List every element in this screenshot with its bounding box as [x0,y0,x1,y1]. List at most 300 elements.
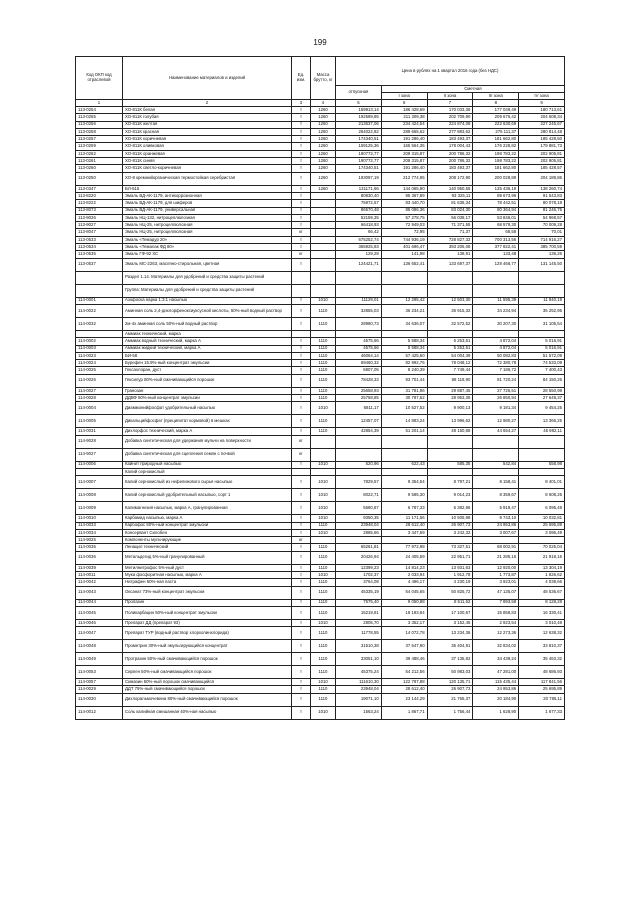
cell-zone-3-price: 7 893,58 [473,599,519,606]
cell-wholesale-price: 4575,66 [336,338,382,345]
cell-name: Эмаль МС-2263, масляно-стирольная, цветная [123,258,292,271]
col-number: 4 [311,100,336,107]
cell-unit: т [292,345,311,352]
cell-wholesale-price [336,284,382,297]
cell-wholesale-price [336,448,382,461]
cell-wholesale-price: 9350,35 [336,515,382,522]
cell-code: 113-0259 [76,143,123,150]
cell-unit: т [292,121,311,128]
cell-zone-1-price: 51 201,14 [381,428,427,435]
cell-zone-3-price: 20 184,90 [473,693,519,706]
cell-zone-1-price: 2 033,94 [381,571,427,578]
cell-zone-3-price: 4 872,04 [473,345,519,352]
cell-name: Эмаль «Темалак ФД 80» [123,244,292,251]
cell-zone-2-price: 26 907,73 [427,686,473,693]
cell-zone-2-price: 170 033,36 [427,107,473,114]
table-row [76,352,565,359]
cell-zone-2-price: 224 874,08 [427,121,473,128]
cell-zone-2-price: 22 951,71 [427,551,473,564]
cell-code: 114-0010 [76,515,123,522]
cell-zone-2-price: 5 253,51 [427,345,473,352]
cell-code: 114-0030 [76,693,123,706]
table-row [76,150,565,157]
cell-unit: т [292,627,311,640]
cell-zone-2-price: 6 382,96 [427,502,473,515]
cell-unit: т [292,143,311,150]
cell-name: Дикальцийфосфат (преципитат кормовой) в мешках [123,415,292,428]
cell-zone-3-price: 133,48 [473,251,519,258]
table-row [76,476,565,489]
cell-zone-4-price: 7 400,43 [519,367,565,374]
cell-mass: 1260 [311,150,336,157]
cell-wholesale-price: 675252,74 [336,236,382,243]
cell-name: Азофоска нарка 1:3:1 насыпью [123,297,292,304]
cell-zone-4-price: 33 810,37 [519,640,565,653]
cell-name: 2м-4х аминная соль 50%-ный водный раствор [123,317,292,330]
table-row [76,544,565,551]
cell-zone-4-price: 31 105,54 [519,317,565,330]
table-row [76,606,565,619]
cell-code: 114-0024 [76,360,123,367]
cell-unit: т [292,619,311,626]
cell-code: 114-0049 [76,653,123,666]
cell-zone-1-price: 289 665,62 [381,128,427,135]
cell-zone-2-price: 26 907,73 [427,522,473,529]
cell-zone-4-price: 204 608,34 [519,114,565,121]
cell-code: 114-0022 [76,304,123,317]
cell-zone-4-price: 48 686,93 [519,666,565,679]
cell-zone-3-price: 181 662,80 [473,165,519,172]
cell-name: Дихлоральмочевина 80%-ный смачивающийся порошок [123,693,292,706]
cell-zone-4-price: 131 145,50 [519,258,565,271]
cell-name: Пропазин [123,599,292,606]
cell-mass [311,214,336,221]
cell-mass: 1010 [311,461,336,468]
table-row [76,579,565,586]
table-row [76,284,565,297]
cell-name: Карбофос 50%-ный концентрат эмульсии [123,522,292,529]
cell-unit: т [292,107,311,114]
cell-zone-3-price: 1 773,87 [473,571,519,578]
cell-unit: т [292,402,311,415]
cell-name: БИ-58 [123,352,292,359]
cell-mass: 1110 [311,338,336,345]
header-mass: Масса брутто, кг [311,57,336,100]
cell-zone-4-price: 54 968,57 [519,214,565,221]
cell-zone-1-price: 8 240,39 [381,367,427,374]
cell-code: 113-8073 [76,207,123,214]
cell-zone-4-price: 204 189,86 [519,172,565,185]
col-number: 5 [336,100,382,107]
cell-code: 114-0027 [76,387,123,394]
cell-zone-2-price: 50 825,72 [427,586,473,599]
table-row [76,522,565,529]
cell-zone-4-price: 9 454,25 [519,402,565,415]
cell-zone-4-price: 74 533,09 [519,360,565,367]
cell-wholesale-price [336,468,382,475]
cell-code: 114-0053 [76,666,123,679]
table-row [76,515,565,522]
cell-zone-1-price [381,435,427,448]
cell-code: 113-8222 [76,200,123,207]
cell-code: 114-0003 [76,345,123,352]
table-row [76,686,565,693]
col-number: 7 [427,100,473,107]
cell-zone-4-price [519,271,565,284]
header-name: Наименование материалов и изделий [123,57,292,100]
cell-zone-3-price: 542,84 [473,461,519,468]
cell-name: ХО-8 кремнийорганическая термостойкая серебристая [123,172,292,185]
cell-name: Калий сернокислый [123,468,292,475]
cell-mass: 1010 [311,529,336,536]
cell-mass: 1110 [311,522,336,529]
col-number: 1 [76,100,123,107]
cell-name: ДДТ 75%-ный смачивающийся порошок [123,686,292,693]
cell-zone-3-price: 80 364,94 [473,207,519,214]
cell-name: Метальдегид 5%-ный гранулированный [123,551,292,564]
header-estimated: Сметная [381,86,564,93]
cell-wholesale-price: 7829,57 [336,476,382,489]
cell-zone-2-price: 728 827,32 [427,236,473,243]
cell-zone-1-price: 4 496,17 [381,579,427,586]
cell-zone-1-price: 144 065,90 [381,185,427,192]
cell-zone-2-price: 13 234,36 [427,627,473,640]
cell-wholesale-price: 42854,39 [336,428,382,435]
cell-zone-4-price: 5 016,91 [519,338,565,345]
cell-mass: 1110 [311,564,336,571]
cell-unit: т [292,586,311,599]
cell-name: Группа: Материалы для удобрений и средства защиты растений [123,284,292,297]
cell-unit [292,330,311,337]
cell-code: 113-0534 [76,244,123,251]
table-row [76,693,565,706]
cell-wholesale-price: 33051,10 [336,653,382,666]
cell-zone-4-price: 179 881,73 [519,143,565,150]
cell-zone-2-price: 13 931,63 [427,564,473,571]
cell-zone-1-price: 23 144,29 [381,693,427,706]
cell-zone-1-price: 54 045,65 [381,586,427,599]
cell-mass [311,200,336,207]
cell-zone-1-price: 122 787,88 [381,679,427,686]
cell-zone-1-price: 24 405,59 [381,551,427,564]
table-row [76,537,565,544]
cell-zone-2-price: 208 172,90 [427,172,473,185]
cell-code: 113-0260 [76,165,123,172]
cell-mass [311,207,336,214]
cell-wholesale-price: 8022,71 [336,489,382,502]
cell-name: Консервант Силобен [123,529,292,536]
cell-wholesale-price: 45375,24 [336,666,382,679]
table-row [76,304,565,317]
cell-name: Эмаль «Темадур 20» [123,236,292,243]
cell-zone-4-price: 4 039,66 [519,579,565,586]
cell-name: Карбамид насыпью, марка А [123,515,292,522]
cell-name: Оксанат 73%-ный концентрат эмульсии [123,586,292,599]
cell-mass [311,251,336,258]
cell-wholesale-price: 5680,87 [336,502,382,515]
cell-unit: т [292,515,311,522]
cell-code: 114-0026 [76,374,123,387]
cell-name: ДДВФ 50%-ный концентрат эмульсии [123,395,292,402]
cell-mass: 1110 [311,395,336,402]
cell-mass: 1260 [311,128,336,135]
cell-zone-4-price: 21 918,16 [519,551,565,564]
cell-name: Эмаль ВД-АК-1179, антикоррозионная [123,192,292,199]
cell-mass: 1110 [311,360,336,367]
cell-unit: т [292,461,311,468]
cell-zone-3-price: 198 783,22 [473,158,519,165]
table-row [76,214,565,221]
cell-zone-3-price: 30 207,30 [473,317,519,330]
cell-mass: 1010 [311,489,336,502]
cell-code: 113-0261 [76,158,123,165]
table-row [76,564,565,571]
cell-zone-4-price [519,284,565,297]
cell-mass: 1110 [311,627,336,640]
cell-name: Аминная соль 2,4-дихлорфеноксиуксусной кислоты, 50%-ный водный раствор [123,304,292,317]
table-row [76,435,565,448]
cell-wholesale-price: 66418,93 [336,222,382,229]
cell-zone-1-price: 622,43 [381,461,427,468]
cell-mass: 1110 [311,586,336,599]
cell-name: Калимагнезия насыпью, марка А, гранулированная [123,502,292,515]
cell-mass [311,537,336,544]
cell-mass [311,229,336,236]
cell-zone-3-price: 2 923,54 [473,619,519,626]
cell-mass: 1010 [311,502,336,515]
cell-wholesale-price: 31510,38 [336,640,382,653]
cell-zone-3-price: 5 919,47 [473,502,519,515]
cell-zone-2-price: 17 100,57 [427,606,473,619]
cell-unit: т [292,415,311,428]
cell-zone-1-price: 9 585,30 [381,489,427,502]
header-zone-4: IV зона [519,93,565,100]
table-row [76,222,565,229]
cell-zone-3-price: 44 654,27 [473,428,519,435]
cell-name: Эмаль НЦ-132, нитроцеллюлозная [123,214,292,221]
cell-zone-2-price: 50 983,03 [427,666,473,679]
cell-unit: т [292,192,311,199]
cell-zone-3-price: 53 846,01 [473,214,519,221]
cell-zone-1-price: 9 050,88 [381,599,427,606]
cell-wholesale-price: 25758,85 [336,395,382,402]
cell-code: 114-0044 [76,599,123,606]
cell-unit: т [292,200,311,207]
cell-wholesale-price: 75972,57 [336,200,382,207]
cell-code: 113-0256 [76,121,123,128]
cell-zone-2-price: 120 135,71 [427,679,473,686]
cell-mass: 1110 [311,317,336,330]
cell-zone-1-price: 11 171,56 [381,515,427,522]
cell-mass [311,236,336,243]
cell-zone-4-price: 80 078,18 [519,200,565,207]
cell-zone-4-price: 185 428,57 [519,165,565,172]
cell-unit: т [292,222,311,229]
cell-wholesale-price: 264022,82 [336,128,382,135]
cell-name: Препарат ТУР (водный раствор хлорхолинхлорида) [123,627,292,640]
cell-zone-4-price: 8 401,01 [519,476,565,489]
cell-zone-1-price: 191 286,40 [381,136,427,143]
cell-zone-4-price: 185 428,50 [519,136,565,143]
cell-mass: 1110 [311,666,336,679]
cell-wholesale-price: 159125,36 [336,143,382,150]
cell-mass: 1010 [311,571,336,578]
cell-zone-1-price: 30 787,62 [381,395,427,402]
cell-zone-4-price: 13 366,25 [519,415,565,428]
cell-wholesale-price: 2885,66 [336,529,382,536]
cell-zone-2-price: 5 253,51 [427,338,473,345]
cell-zone-1-price: 1 867,71 [381,706,427,719]
cell-zone-3-price: 275 111,37 [473,128,519,135]
cell-zone-3-price: 115 435,44 [473,679,519,686]
cell-zone-4-price: 202 905,81 [519,158,565,165]
cell-zone-2-price [427,537,473,544]
cell-code: 113-0255 [76,114,123,121]
cell-zone-2-price: 13 996,62 [427,415,473,428]
cell-zone-3-price [473,330,519,337]
cell-mass: 1260 [311,185,336,192]
cell-name: Добавка синтетическая для сцепления семян с почвой [123,448,292,461]
cell-unit: т [292,136,311,143]
table-row [76,679,565,686]
cell-wholesale-price: 192589,85 [336,114,382,121]
cell-zone-4-price: 91 543,83 [519,192,565,199]
table-row [76,448,565,461]
cell-zone-2-price: 7 749,44 [427,367,473,374]
cell-code: 114-0046 [76,619,123,626]
cell-code: 114-0036 [76,551,123,564]
table-row [76,571,565,578]
cell-code [76,284,123,297]
cell-zone-1-price: 18 183,84 [381,606,427,619]
cell-zone-3-price: 209 676,42 [473,114,519,121]
header-zone-2: II зона [427,93,473,100]
cell-zone-4-price [519,537,565,544]
cell-zone-1-price: 191 286,40 [381,165,427,172]
cell-wholesale-price: 15219,81 [336,606,382,619]
cell-zone-2-price: 93 325,11 [427,192,473,199]
cell-mass: 1010 [311,679,336,686]
cell-zone-4-price: 10 032,81 [519,515,565,522]
cell-zone-1-price: 36 234,21 [381,304,427,317]
cell-zone-3-price: 377 822,41 [473,244,519,251]
cell-zone-1-price: 77 972,98 [381,544,427,551]
cell-zone-2-price: 48 150,68 [427,428,473,435]
cell-wholesale-price: 190772,77 [336,158,382,165]
cell-wholesale-price: 159913,14 [336,107,382,114]
cell-zone-1-price [381,271,427,284]
cell-name: Калий сернокислый удобрительный насыпью, сорт 1 [123,489,292,502]
cell-wholesale-price: 46064,14 [336,352,382,359]
table-row [76,640,565,653]
cell-zone-3-price: 12 920,00 [473,564,519,571]
cell-code: 114-0034 [76,529,123,536]
cell-zone-1-price [381,284,427,297]
cell-zone-2-price: 200 786,32 [427,150,473,157]
cell-wholesale-price [336,435,382,448]
cell-zone-3-price: 7 186,72 [473,367,519,374]
cell-zone-2-price: 28 953,35 [427,395,473,402]
cell-mass: 1010 [311,515,336,522]
cell-zone-4-price: 1 677,33 [519,706,565,719]
cell-wholesale-price: 78428,33 [336,374,382,387]
cell-wholesale-price: 32855,03 [336,304,382,317]
table-row [76,297,565,304]
cell-code: 113-8047 [76,229,123,236]
cell-code: 114-0031 [76,428,123,435]
cell-zone-3-price: 68 579,30 [473,222,519,229]
cell-mass: 1110 [311,544,336,551]
cell-zone-1-price: 212 774,95 [381,172,427,185]
cell-zone-3-price [473,284,519,297]
table-row [76,317,565,330]
cell-zone-1-price: 57 425,60 [381,352,427,359]
cell-unit: т [292,489,311,502]
cell-mass: 1260 [311,172,336,185]
cell-unit: т [292,679,311,686]
cell-name: Ленацил технический [123,544,292,551]
cell-unit: т [292,522,311,529]
cell-unit: т [292,165,311,172]
cell-zone-3-price: 12 273,36 [473,627,519,640]
cell-code: 114-0029 [76,686,123,693]
header-zone-3: III зона [473,93,519,100]
cell-name: Препарат ДД (препарат 93) [123,619,292,626]
cell-code: 114-0039 [76,564,123,571]
cell-zone-2-price: 183 493,37 [427,136,473,143]
cell-zone-4-price: 25 695,89 [519,686,565,693]
table-row [76,666,565,679]
cell-zone-4-price: 81 246,75 [519,207,565,214]
cell-unit: т [292,338,311,345]
cell-unit: т [292,244,311,251]
cell-zone-2-price [427,435,473,448]
cell-zone-4-price: 70,01 [519,229,565,236]
cell-name: ХО-811К коричневая [123,136,292,143]
cell-zone-3-price: 9 181,34 [473,402,519,415]
cell-zone-4-price: 13 304,19 [519,564,565,571]
cell-zone-3-price: 177 049,49 [473,107,519,114]
cell-mass [311,192,336,199]
cell-mass: 1110 [311,551,336,564]
cell-zone-1-price: 209 315,87 [381,150,427,157]
table-row [76,229,565,236]
cell-zone-4-price: 12 638,32 [519,627,565,640]
cell-zone-4-price: 84 150,26 [519,374,565,387]
cell-zone-2-price: 277 883,62 [427,128,473,135]
cell-wholesale-price: 20426,94 [336,551,382,564]
cell-zone-4-price: 70 009,28 [519,222,565,229]
cell-wholesale-price: 1563,24 [336,706,382,719]
cell-zone-2-price: 32 572,52 [427,317,473,330]
cell-zone-3-price: 34 234,94 [473,304,519,317]
cell-zone-4-price: 3 010,48 [519,619,565,626]
cell-zone-1-price: 12 295,42 [381,297,427,304]
cell-zone-4-price: 35 463,32 [519,653,565,666]
cell-name: Дихлорфос технический, марка А [123,428,292,435]
cell-zone-3-price: 81 720,24 [473,374,519,387]
table-row [76,338,565,345]
cell-unit: т [292,317,311,330]
cell-code: 114-0011 [76,571,123,578]
cell-code: 114-0048 [76,640,123,653]
cell-zone-3-price: 200 028,89 [473,172,519,185]
cell-zone-1-price: 14 814,23 [381,564,427,571]
cell-zone-2-price [427,448,473,461]
col-number: 6 [381,100,427,107]
cell-zone-1-price: 72 949,03 [381,222,427,229]
cell-zone-2-price: 71,37 [427,229,473,236]
